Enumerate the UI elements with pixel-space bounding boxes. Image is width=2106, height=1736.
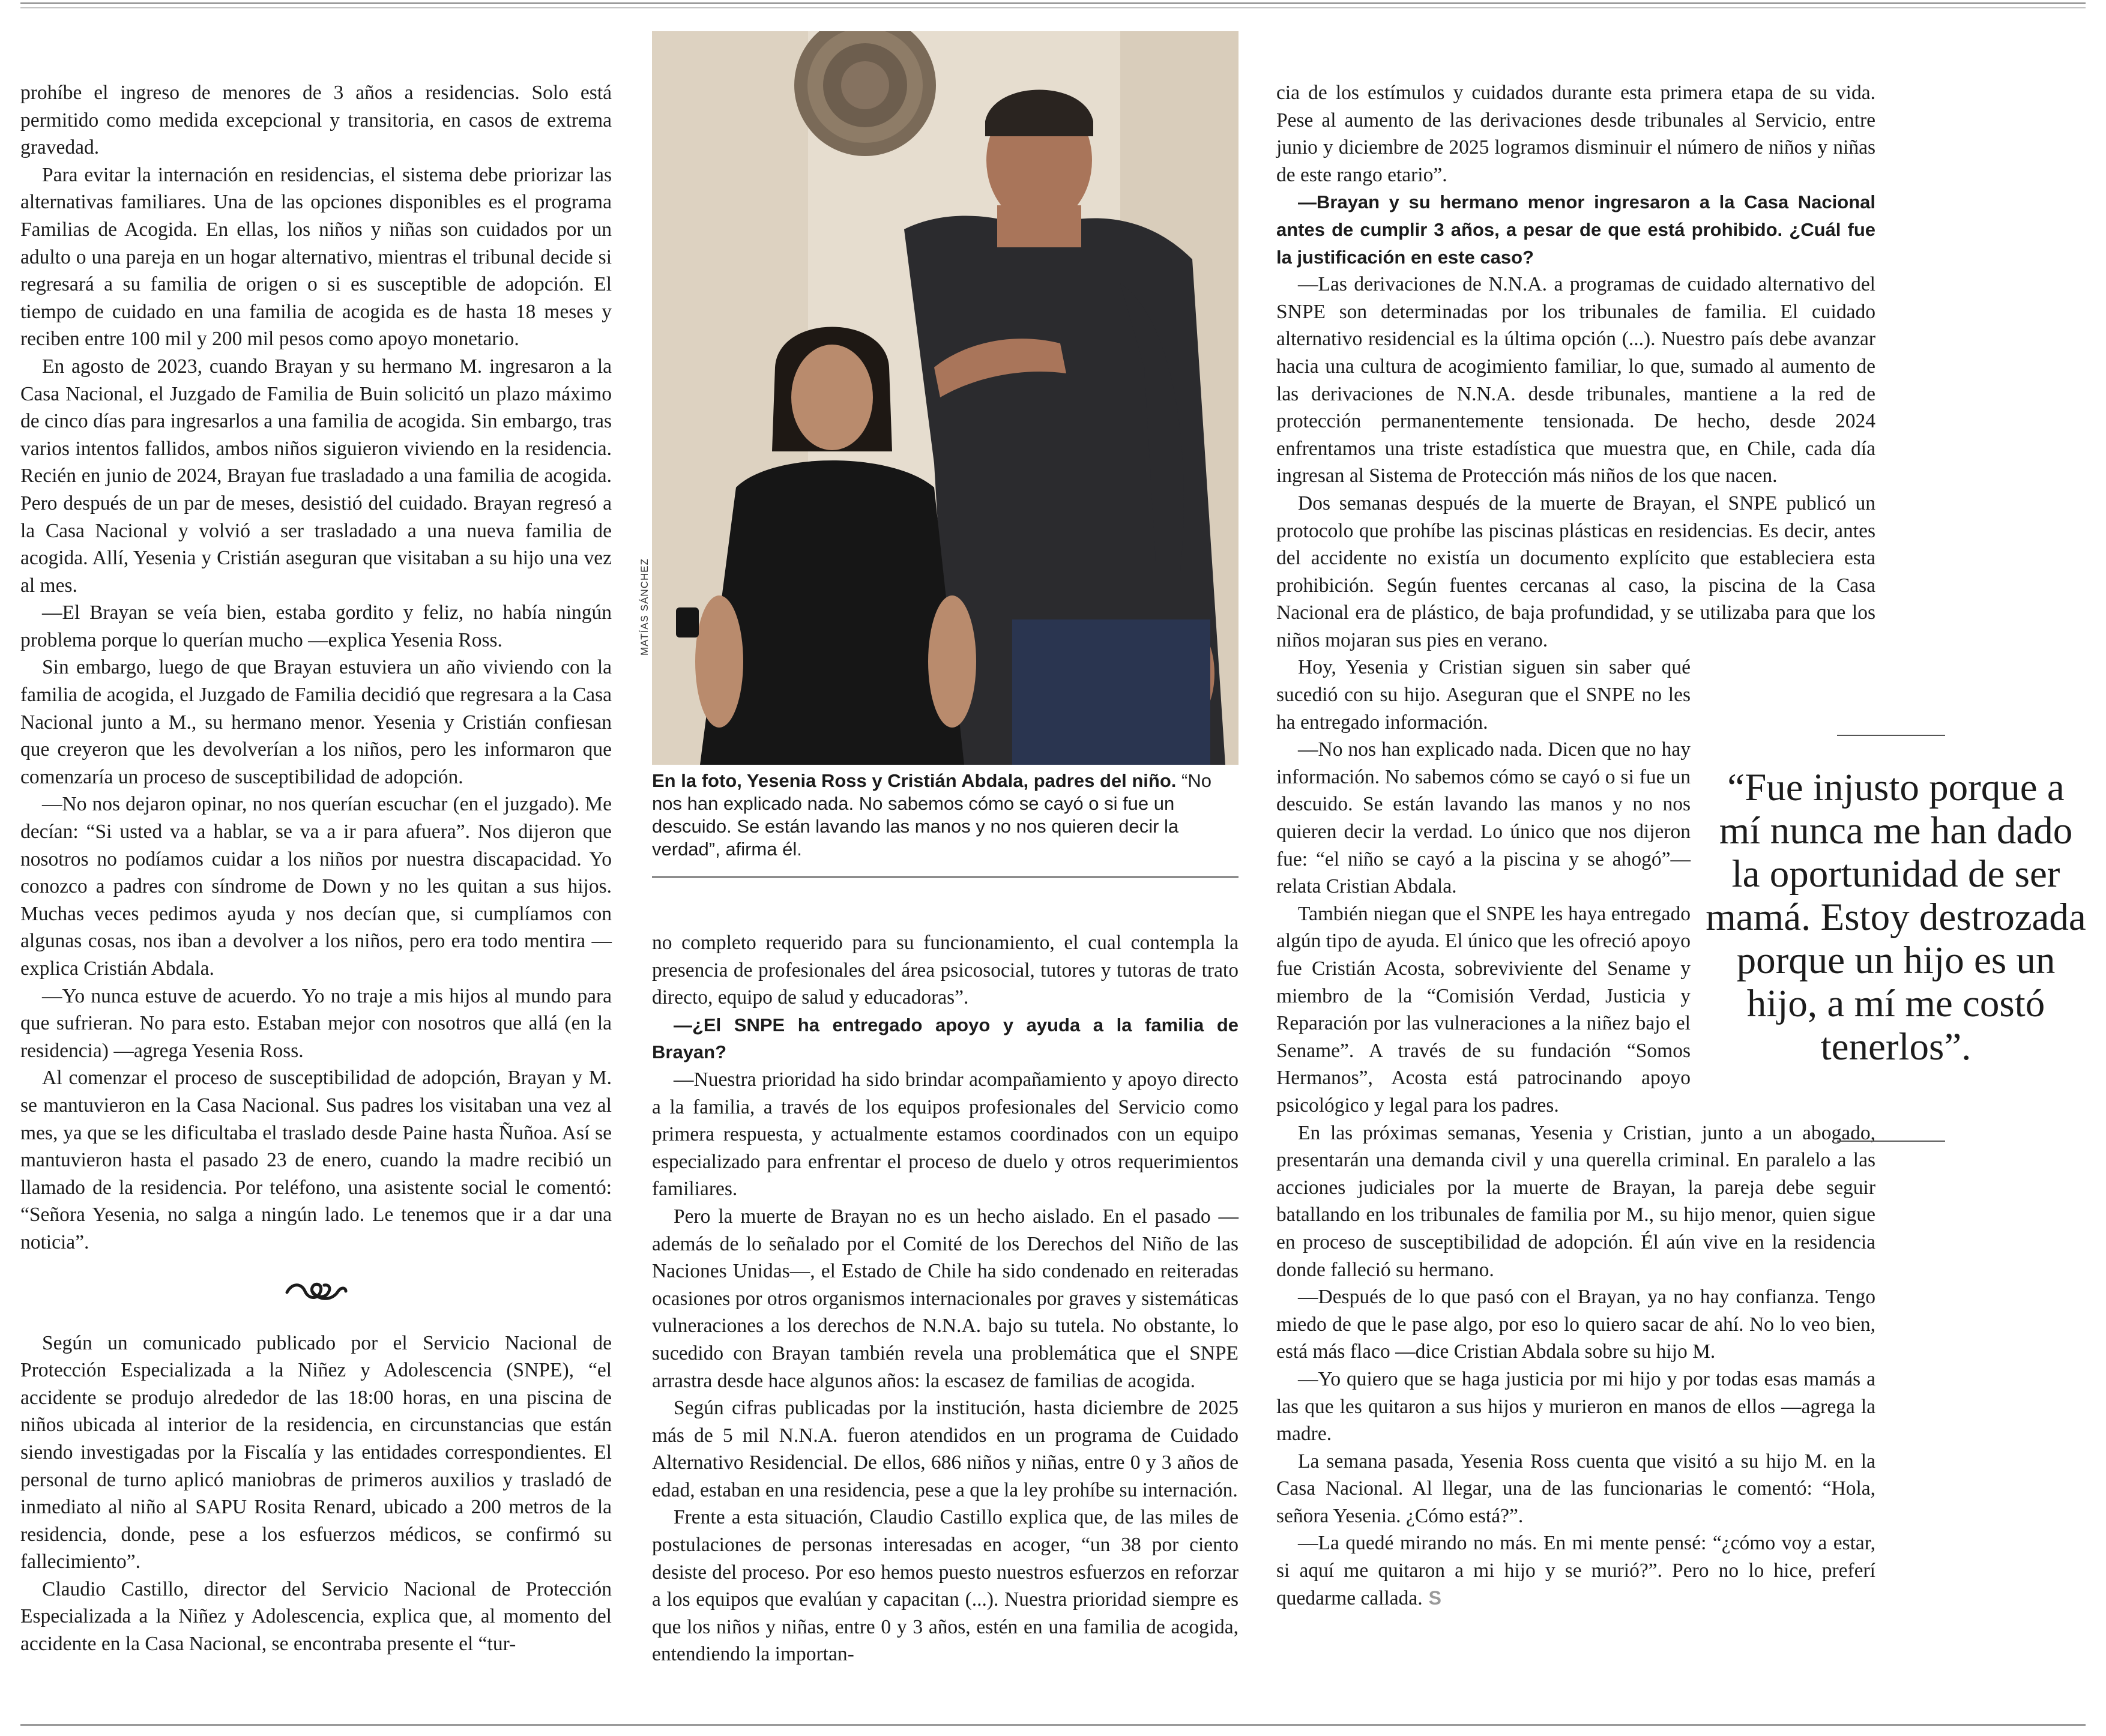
flourish-icon xyxy=(283,1279,349,1303)
paragraph: —Yo quiero que se haga justicia por mi hijo y por todas esas mamás a las que les quitaron a sus hijos y murieron en manos de ellos —agrega la madre. xyxy=(1276,1367,1875,1445)
section-ornament xyxy=(20,1274,612,1310)
paragraph: Pero la muerte de Brayan no es un hecho aislado. En el pasado —además de lo señalado por el Comité de los Derechos del Niño de las Naciones Unidas—, el Estado de Chile ha sido condenado en reiteradas ocasiones por otros organismos internacionales por graves y sistemáticas vulneraciones a los derechos de N.N.A. bajo su tutela. No obstante, lo sucedido con Brayan también revela una problemática que el SNPE arrastra desde hace algunos años: la escasez de familias de acogida. xyxy=(652,1205,1239,1392)
paragraph: Al comenzar el proceso de susceptibilidad de adopción, Brayan y M. se mantuvieron en la Casa Nacional. Sus padres los visitaban una vez al mes, ya que se les dificultaba el traslado desde Paine hasta Ñuñoa. Así se mantuvieron hasta el pasado 23 de enero, cuando la madre recibió un llamado de la residencia. Por teléfono, una asistente social le comentó: “Señora Yesenia, no salga a ningún lado. Le tenemos que ir a dar una noticia”. xyxy=(20,1067,612,1253)
paragraph xyxy=(1276,1530,1875,1612)
paragraph: —Nuestra prioridad ha sido brindar acompañamiento y apoyo directo a la familia, a través de los equipos profesionales del Servicio como primera respuesta, y actualmente estamos coordinados con un equipo especializado para enfrentar el proceso de duelo y otros requerimientos familiares. xyxy=(652,1068,1239,1201)
paragraph: cia de los estímulos y cuidados durante esta primera etapa de su vida. Pese al aumento de las derivaciones desde tribunales al Servicio, entre junio y diciembre de 2025 logramos disminuir el número de niños y niñas de este rango etario”. xyxy=(1276,82,1875,186)
interview-question: —Brayan y su hermano menor ingresaron a la Casa Nacional antes de cumplir 3 años, a pesar de que está prohibido. ¿Cuál fue la justificación en este caso? xyxy=(1276,191,1875,268)
paragraph: —No nos han explicado nada. Dicen que no hay información. No sabemos cómo se cayó o si fue un descuido. Se están lavando las manos y no nos quieren decir la verdad. Lo único que nos dijeron fue: “el niño se cayó a la piscina y se ahogó”—relata Cristian Abdala. xyxy=(1276,738,1691,898)
pullquote-rule-bottom xyxy=(1837,1141,1945,1142)
photo-parents xyxy=(652,31,1239,765)
paragraph: En agosto de 2023, cuando Brayan y su hermano M. ingresaron a la Casa Nacional, el Juzgado de Familia de Buin solicitó un plazo máximo de cinco días para ingresarlos a una familia de acogida. Sin embargo, tras varios intentos fallidos, ambos niños siguieron viviendo en la residencia. Recién en junio de 2024, Brayan fue trasladado a una familia de acogida. Pero después de un par de meses, desistió del cuidado. Brayan regresó a la Casa Nacional y volvió a ser trasladado a una nueva familia de acogida. Allí, Yesenia y Cristián aseguran que visitaban a su hijo una vez al mes. xyxy=(20,355,612,597)
paragraph: Dos semanas después de la muerte de Brayan, el SNPE publicó un protocolo que prohíbe las piscinas plásticas en residencias. Es decir, antes del accidente no existía un documento explícito que estableciera esta prohibición. Según fuentes cercanas al caso, la piscina de la Casa Nacional era de plástico, de baja profundidad, y se utilizaba para que los niños mojaran sus pies en verano. xyxy=(1276,492,1875,651)
pullquote-rule-top xyxy=(1837,735,1945,736)
paragraph: La semana pasada, Yesenia Ross cuenta que visitó a su hijo M. en la Casa Nacional. Al llegar, una de las funcionarias le comentó: “Hola, señora Yesenia. ¿Cómo está?”. xyxy=(1276,1450,1875,1527)
paragraph-text: —La quedé mirando no más. En mi mente pensé: “¿cómo voy a estar, si aquí me quitaron a mi hijo y se murió?”. Pero no lo hice, preferí quedarme callada. xyxy=(1276,1532,1875,1609)
paragraph: —El Brayan se veía bien, estaba gordito y feliz, no había ningún problema porque lo querían mucho —explica Yesenia Ross. xyxy=(20,601,612,651)
paragraph: Frente a esta situación, Claudio Castillo explica que, de las miles de postulaciones de personas interesadas en acoger, “un 38 por ciento desiste del proceso. Por eso hemos puesto nuestros esfuerzos en reforzar a los equipos que evalúan y capacitan (...). Nuestra prioridad siempre es que los niños y niñas, entre 0 y 3 años, estén en una familia de acogida, entendiendo la importan- xyxy=(652,1506,1239,1666)
paragraph: Para evitar la internación en residencias, el sistema debe priorizar las alternativas familiares. Una de las opciones disponibles es el programa Familias de Acogida. En ellas, los niños y niñas son cuidados por un adulto o una pareja en un hogar alternativo, mientras el tribunal decide si regresará a su familia de origen o si es susceptible de adopción. El tiempo de cuidado en una familia de acogida es de hasta 18 meses y reciben entre 100 mil y 200 mil pesos como apoyo monetario. xyxy=(20,163,612,351)
top-rule xyxy=(20,2,2086,4)
paragraph: —Yo nunca estuve de acuerdo. Yo no traje a mis hijos al mundo para que sufrieran. No para esto. Estaban mejor con nosotros que allá (en la residencia) —agrega Yesenia Ross. xyxy=(20,984,612,1062)
paragraph: prohíbe el ingreso de menores de 3 años a residencias. Solo está permitido como medida excepcional y transitoria, en casos de extrema gravedad. xyxy=(20,82,612,159)
paragraph: También niegan que el SNPE les haya entregado algún tipo de ayuda. El único que les ofreció apoyo fue Cristián Acosta, sobreviviente del Sename y miembro de la “Comisión Verdad, Justicia y Reparación por las vulneraciones a la niñez bajo el Sename”. A través de su fundación “Somos Hermanos”, Acosta está patrocinando apoyo psicológico y legal para los padres. xyxy=(1276,902,1691,1117)
paragraph: Claudio Castillo, director del Servicio Nacional de Protección Especializada a la Niñez y Adolescencia, explica que, al momento del accidente en la Casa Nacional, se encontraba presente el “tur- xyxy=(20,1578,612,1656)
paragraph: Según cifras publicadas por la institución, hasta diciembre de 2025 más de 5 mil N.N.A. fueron atendidos en un programa de Cuidado Alternativo Residencial. De ellos, 686 niños y niñas, entre 0 y 3 años de edad, estaban en una residencia, pese a que la ley prohíbe su internación. xyxy=(652,1397,1239,1501)
caption-text: “No nos han explicado nada. No sabemos cómo se cayó o si fue un descuido. Se están lavando las manos y no nos quieren decir la verdad”, afirma él. xyxy=(652,770,1211,860)
caption-rule xyxy=(652,876,1239,878)
paragraph: Hoy, Yesenia y Cristian siguen sin saber qué sucedió con su hijo. Aseguran que el SNPE no les ha entregado información. xyxy=(1276,656,1691,734)
caption-lead: En la foto, Yesenia Ross y Cristián Abdala, padres del niño. xyxy=(652,770,1177,791)
interview-question: —¿El SNPE ha entregado apoyo y ayuda a la familia de Brayan? xyxy=(652,1014,1239,1063)
column-middle xyxy=(652,929,1239,1668)
paragraph: En las próximas semanas, Yesenia y Cristian, junto a un abogado, presentarán una demanda civil y una querella criminal. En paralelo a las acciones judiciales por la muerte de Brayan, la pareja debe seguir batallando en los tribunales de familia por M., su hijo menor, quien sigue en proceso de susceptibilidad de adopción. Él aún vive en la residencia donde falleció su hermano. xyxy=(1276,1121,1875,1281)
paragraph: —Las derivaciones de N.N.A. a programas de cuidado alternativo del SNPE son determinadas por los tribunales de familia. El cuidado alternativo residencial es la última opción (...). Nuestro país debe avanzar hacia una cultura de acogimiento familiar, lo que, sumado al aumento de las derivaciones de N.N.A. desde tribunales, mantiene a la red de protección permanentemente tensionada. De hecho, desde 2024 enfrentamos una triste estadística que muestra que, en Chile, cada día ingresan al Sistema de Protección más niños de los que nacen. xyxy=(1276,273,1875,487)
paragraph: Sin embargo, luego de que Brayan estuviera un año viviendo con la familia de acogida, el Juzgado de Familia decidió que regresara a la Casa Nacional junto a M., su hermano menor. Yesenia y Cristián confiesan que creyeron que les devolverían a los niños, pero les informaron que comenzaría un proceso de susceptibilidad de adopción. xyxy=(20,656,612,788)
column-left xyxy=(20,79,612,1658)
top-rule-secondary xyxy=(20,7,2086,8)
photo-credit: MATÍAS SÁNCHEZ xyxy=(639,558,650,656)
bottom-rule xyxy=(20,1724,2086,1726)
photo-caption xyxy=(652,770,1239,861)
end-mark: S xyxy=(1428,1587,1442,1609)
narrow-block xyxy=(1276,654,1691,1119)
paragraph: —No nos dejaron opinar, no nos querían escuchar (en el juzgado). Me decían: “Si usted va a hablar, se va a ir para afuera”. Nos dijeron que nosotros no podíamos cuidar a los niños por nuestra discapacidad. Yo conozco a padres con síndrome de Down y no les quitan a sus hijos. Muchas veces pedimos ayuda y nos decían que, si cumplíamos con algunas cosas, nos iban a devolver a los niños, pero era todo mentira —explica Cristián Abdala. xyxy=(20,793,612,980)
photo-illustration xyxy=(652,31,1239,765)
paragraph: Según un comunicado publicado por el Servicio Nacional de Protección Especializada a la Niñez y Adolescencia (SNPE), “el accidente se produjo alrededor de las 18:00 horas, en una piscina de niños ubicada al interior de la residencia, en circunstancias que están siendo investigadas por la Fiscalía y las entidades correspondientes. El personal de turno aplicó maniobras de primeros auxilios y trasladó de inmediato al niño al SAPU Rosita Renard, ubicado a 200 metros de la residencia, donde, pese a los esfuerzos médicos, se confirmó su fallecimiento”. xyxy=(20,1331,612,1573)
paragraph: no completo requerido para su funcionamiento, el cual contempla la presencia de profesionales del área psicosocial, tutores y tutoras de trato directo, equipo de salud y educadoras”. xyxy=(652,932,1239,1009)
paragraph: —Después de lo que pasó con el Brayan, ya no hay confianza. Tengo miedo de que le pase algo, por eso lo quiero sacar de ahí. No lo veo bien, está más flaco —dice Cristian Abdala sobre su hijo M. xyxy=(1276,1286,1875,1363)
pull-quote: “Fue injusto porque a mí nunca me han dado la oportunidad de ser mamá. Estoy destrozada porque un hijo es un hijo, a mí me costó tenerlos”. xyxy=(1706,766,2086,1068)
